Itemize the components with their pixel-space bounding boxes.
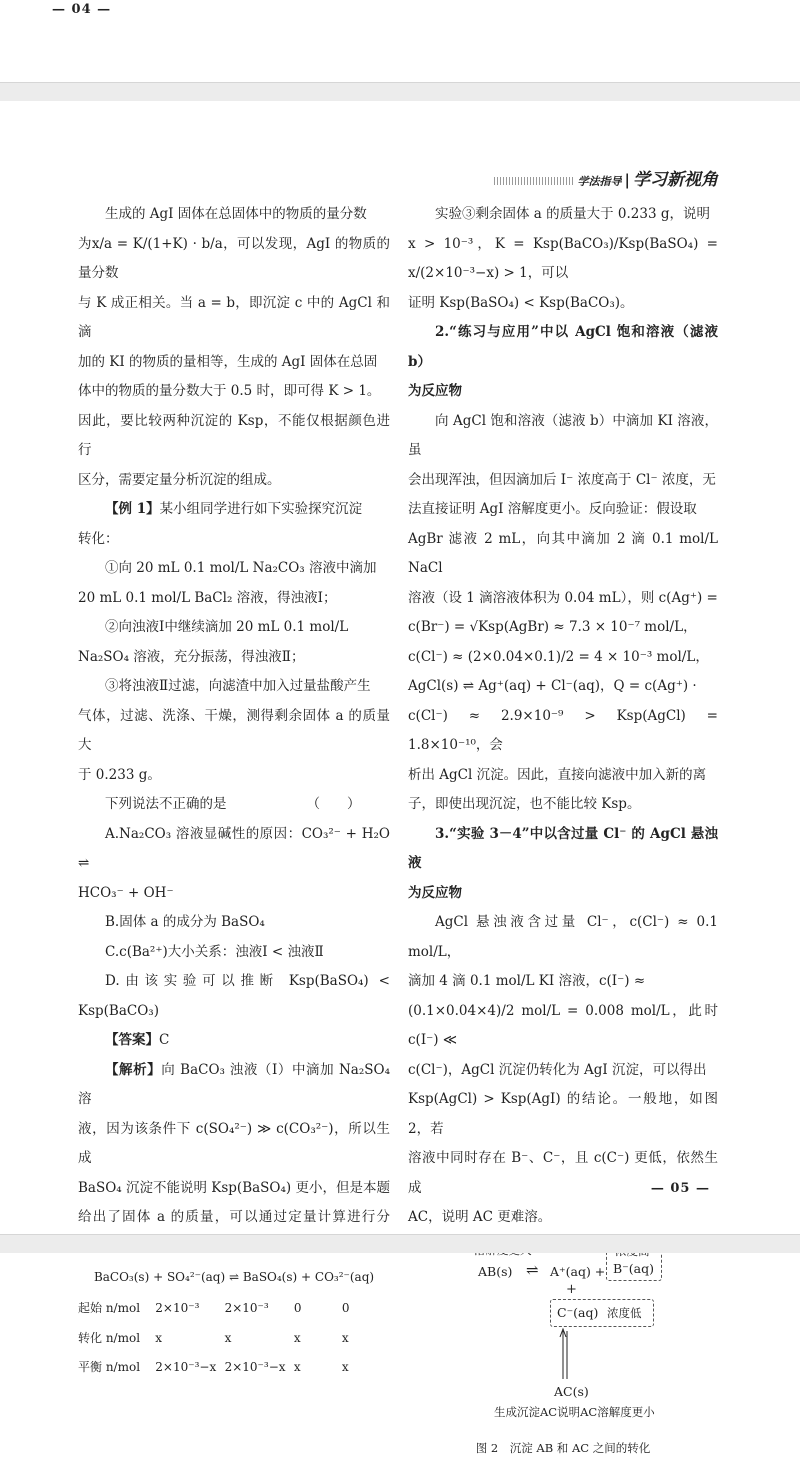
text-line: 与 K 成正相关。当 a = b，即沉淀 c 中的 AgCl 和滴 (78, 294, 390, 340)
text-line: ③将浊液Ⅱ过滤，向滤渣中加入过量盐酸产生 (105, 678, 371, 694)
text-line: 会出现浑浊，但因滴加后 I⁻ 浓度高于 Cl⁻ 浓度，无 (408, 471, 716, 488)
analysis-line (78, 1056, 390, 1115)
text-line: 析出 AgCl 沉淀。因此，直接向滤液中加入新的离 (408, 766, 707, 783)
header-stripes (494, 177, 574, 185)
row-cell: 2×10⁻³−x (224, 1360, 286, 1374)
bottom-divider-band (0, 1234, 800, 1253)
option-a-cont: HCO₃⁻ + OH⁻ (78, 884, 174, 901)
header-section: 学法指导 (577, 175, 622, 188)
text-line: 区分，需要定量分析沉淀的组成。 (78, 471, 281, 488)
fig-c-box (550, 1299, 654, 1327)
option-d: D.由该实验可以推断 Ksp(BaSO₄) < Ksp(BaCO₃) (78, 973, 390, 1019)
text-line: AgCl(s) ⇌ Ag⁺(aq) + Cl⁻(aq)，Q = c(Ag⁺) · (408, 678, 697, 694)
fig-anion-b: B⁻(aq) (613, 1260, 654, 1276)
row-cell: 2×10⁻³−x (155, 1360, 217, 1374)
text-line: 液，因为该条件下 c(SO₄²⁻) ≫ c(CO₃²⁻)，所以生成 (78, 1120, 390, 1166)
text-line: 气体，过滤、洗涤、干燥，测得剩余固体 a 的质量大 (78, 707, 390, 753)
text-line: 加的 KI 的物质的量相等，生成的 AgI 固体在总固 (78, 353, 378, 370)
row-cell: 0 (293, 1301, 302, 1315)
fig-plus: + (566, 1281, 577, 1297)
text-line: 溶液中同时存在 B⁻、C⁻，且 c(C⁻) 更低，依然生成 (408, 1150, 718, 1196)
text-line: Na₂SO₄ 溶液，充分振荡，得浊液Ⅱ； (78, 648, 305, 665)
column-header (494, 165, 718, 190)
equilibrium-row (78, 1353, 390, 1383)
left-column (78, 200, 390, 1383)
text-line: 子，即使出现沉淀，也不能比较 Ksp。 (408, 796, 641, 812)
section-2-title-cont: 为反应物 (408, 383, 462, 399)
text-line: c(Cl⁻) ≈ 2.9×10⁻⁹ > Ksp(AgCl) = 1.8×10⁻¹⁰，会 (408, 707, 718, 753)
example-title: 【例 1】 (105, 501, 160, 517)
text-line: (0.1×0.04×4)/2 mol/L = 0.008 mol/L，此时 c(I⁻) ≪ (408, 1002, 718, 1048)
row-cell: x (155, 1330, 163, 1345)
equilibrium-table (78, 1294, 390, 1383)
analysis-tag: 【解析】 (105, 1061, 162, 1078)
text-line: AgBr 滤液 2 mL，向其中滴加 2 滴 0.1 mol/L NaCl (408, 530, 718, 576)
option-b: B.固体 a 的成分为 BaSO₄ (105, 914, 265, 930)
text-line: c(Cl⁻)，AgCl 沉淀仍转化为 AgI 沉淀，可以得出 (408, 1061, 707, 1078)
text-line: 某小组同学进行如下实验探究沉淀 (159, 501, 363, 517)
fig-bottom-label: 生成沉淀AC说明AC溶解度更小 (494, 1404, 655, 1419)
text-line: 向 BaCO₃ 浊液（Ⅰ）中滴加 Na₂SO₄ 溶 (78, 1061, 390, 1107)
option-a: A.Na₂CO₃ 溶液显碱性的原因：CO₃²⁻ + H₂O ⇌ (78, 825, 390, 871)
text-line: 证明 Ksp(BaSO₄) < Ksp(BaCO₃)。 (408, 294, 634, 311)
figure-caption: 图 2 沉淀 AB 和 AC 之间的转化 (475, 1440, 651, 1455)
fig-low-conc: 浓度低 (607, 1305, 642, 1320)
answer-tag: 【答案】 (105, 1032, 159, 1048)
question-text: 下列说法不正确的是 (105, 796, 227, 812)
text-line: 实验③剩余固体 a 的质量大于 0.233 g，说明 (435, 206, 711, 222)
text-line: 20 mL 0.1 mol/L BaCl₂ 溶液，得浊液Ⅰ； (78, 589, 337, 606)
text-line: AC，说明 AC 更难溶。 (408, 1209, 552, 1225)
row-label: 转化 n/mol (78, 1330, 141, 1345)
text-line: ②向浊液Ⅰ中继续滴加 20 mL 0.1 mol/L (105, 619, 349, 635)
section-3-title-cont: 为反应物 (408, 884, 462, 901)
fig-cation: A⁺(aq) + (550, 1263, 606, 1279)
text-line: 为x/a = K/(1+K) · b/a，可以发现，AgI 的物质的量分数 (78, 235, 390, 281)
row-cell: x (224, 1330, 232, 1345)
text-line: 于 0.233 g。 (78, 766, 161, 783)
text-line: 体中的物质的量分数大于 0.5 时，即可得 K > 1。 (78, 383, 381, 399)
text-line: 转化： (78, 530, 119, 547)
section-3-title: 3.“实验 3－4”中以含过量 Cl⁻ 的 AgCl 悬浊液 (408, 825, 718, 871)
answer-line (78, 1026, 390, 1056)
question-stem (78, 790, 390, 820)
row-cell: x (341, 1330, 349, 1345)
text-line: 因此，要比较两种沉淀的 Ksp，不能仅根据颜色进行 (78, 412, 390, 458)
row-cell: 2×10⁻³ (155, 1301, 200, 1315)
text-line: 向 AgCl 饱和溶液（滤液 b）中滴加 KI 溶液，虽 (408, 412, 718, 458)
answer-paren: （ ） (306, 796, 361, 812)
text-line: c(Cl⁻) ≈ (2×0.04×0.1)/2 = 4 × 10⁻³ mol/L， (408, 648, 709, 665)
page-number-bottom: — 05 — (650, 1181, 710, 1196)
answer-value: C (159, 1032, 170, 1048)
text-line: x > 10⁻³，K = Ksp(BaCO₃)/Ksp(BaSO₄) = x/(2×10⁻³−x) > 1，可以 (408, 235, 718, 281)
example-intro (78, 495, 390, 525)
page-number-top: — 04 — (52, 2, 112, 17)
equilibrium-arrow: ⇌ (526, 1260, 539, 1279)
equilibrium-row (78, 1324, 390, 1354)
text-line: c(Br⁻) = √Ksp(AgBr) ≈ 7.3 × 10⁻⁷ mol/L， (408, 619, 697, 635)
text-line: 给出了固体 a 的质量，可以通过定量计算进行分 (78, 1209, 390, 1225)
row-label: 起始 n/mol (78, 1301, 141, 1315)
text-line: 生成的 AgI 固体在总固体中的物质的量分数 (105, 206, 367, 222)
row-cell: 2×10⁻³ (224, 1301, 269, 1315)
vertical-arrow (558, 1327, 574, 1383)
fig-anion-c: C⁻(aq) (557, 1304, 599, 1320)
row-cell: 0 (341, 1301, 350, 1315)
fig-reactant: AB(s) (478, 1263, 513, 1279)
text-line: ①向 20 mL 0.1 mol/L Na₂CO₃ 溶液中滴加 (105, 560, 377, 576)
text-line: BaSO₄ 沉淀不能说明 Ksp(BaSO₄) 更小，但是本题 (78, 1179, 390, 1196)
header-separator: | (624, 171, 630, 189)
text-line: 滴加 4 滴 0.1 mol/L KI 溶液，c(I⁻) ≈ (408, 973, 646, 989)
row-cell: x (293, 1360, 301, 1374)
fig-product: AC(s) (554, 1383, 589, 1399)
figure-2-diagram (408, 1239, 718, 1439)
option-c: C.c(Ba²⁺)大小关系：浊液Ⅰ < 浊液Ⅱ (105, 943, 324, 960)
text-line: 法直接证明 AgI 溶解度更小。反向验证：假设取 (408, 501, 697, 517)
section-2-title: 2.“练习与应用”中以 AgCl 饱和溶液（滤液 b） (408, 324, 718, 370)
text-line: 溶液（设 1 滴溶液体积为 0.04 mL），则 c(Ag⁺) = (408, 589, 718, 606)
reaction-equation: BaCO₃(s) + SO₄²⁻(aq) ⇌ BaSO₄(s) + CO₃²⁻(aq) (93, 1270, 375, 1284)
row-cell: x (341, 1360, 349, 1374)
equilibrium-row (78, 1294, 390, 1324)
header-column-title: 学习新视角 (633, 170, 718, 190)
text-line: Ksp(AgCl) > Ksp(AgI) 的结论。一般地，如图 2，若 (408, 1091, 718, 1137)
top-divider-band (0, 82, 800, 101)
row-cell: x (293, 1330, 301, 1345)
right-column (408, 200, 718, 1457)
row-label: 平衡 n/mol (78, 1360, 141, 1374)
text-line: AgCl 悬浊液含过量 Cl⁻，c(Cl⁻) ≈ 0.1 mol/L， (408, 914, 718, 960)
